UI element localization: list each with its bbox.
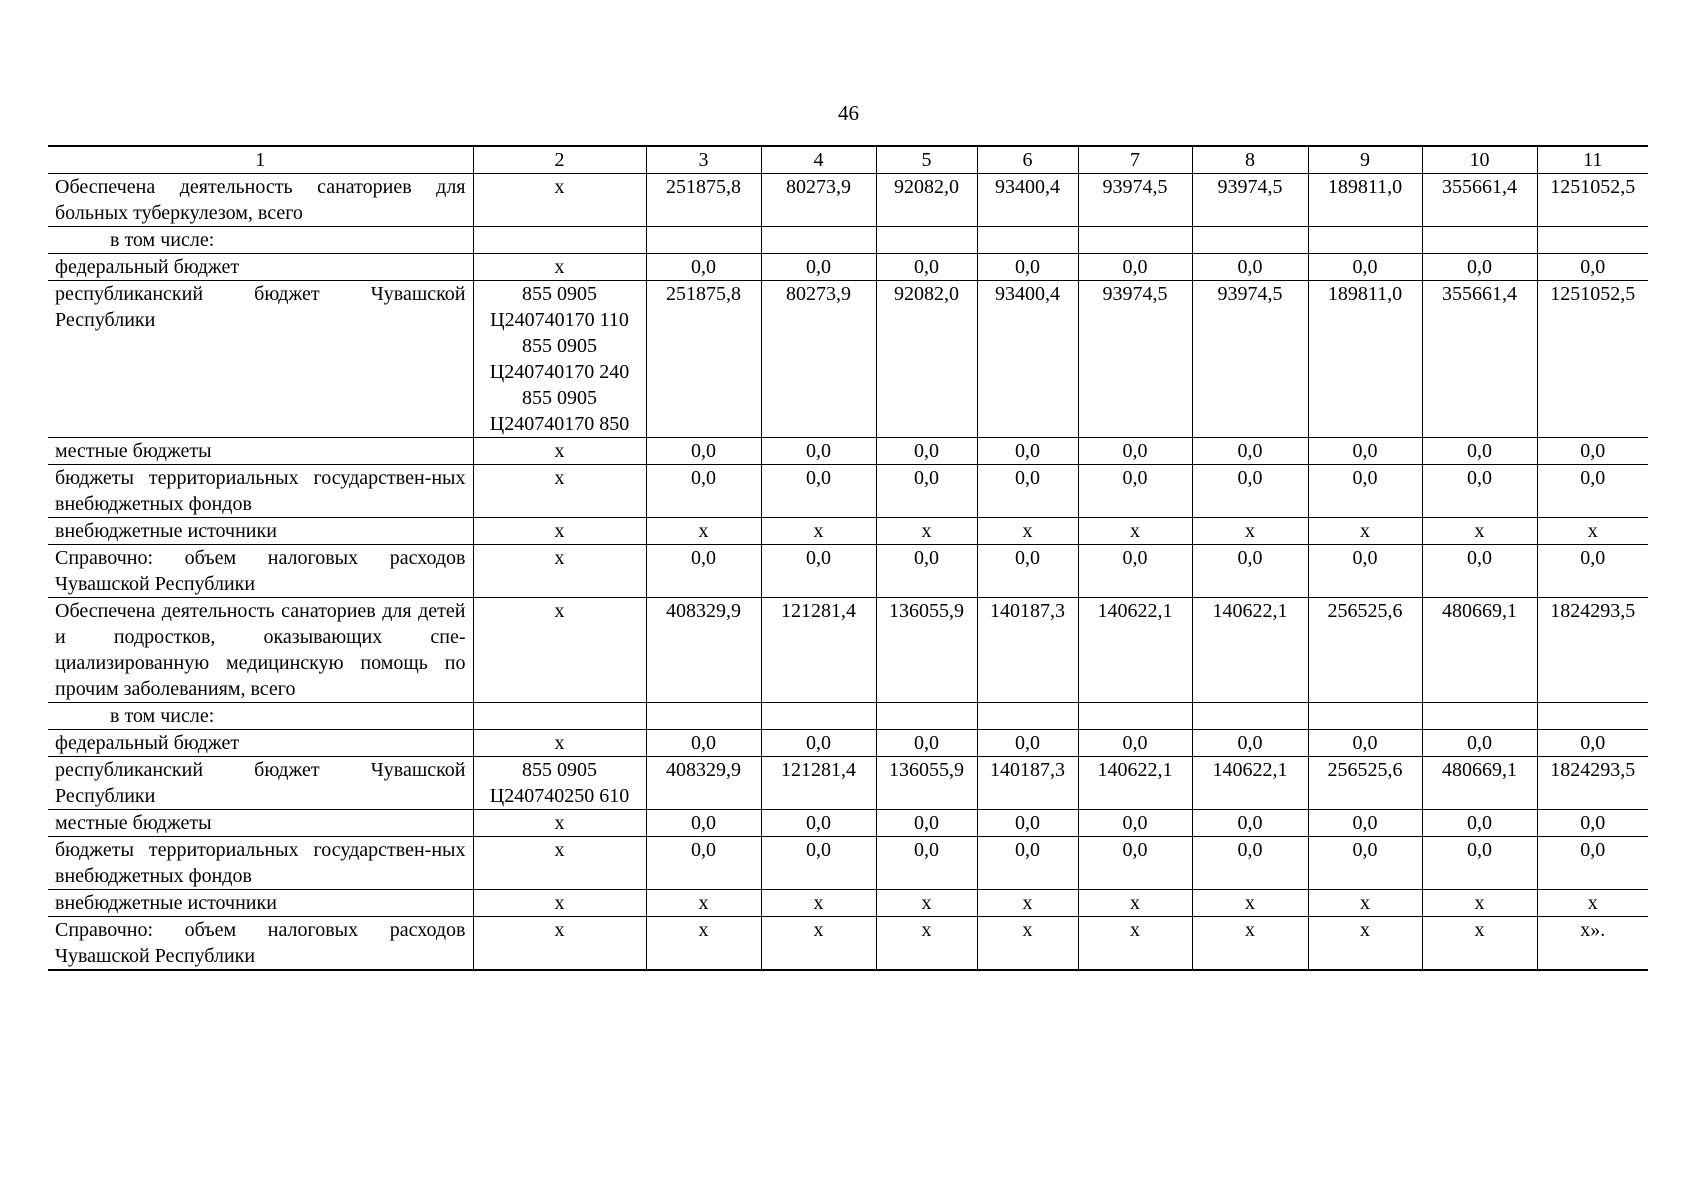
value-cell: 0,0: [1537, 837, 1648, 890]
value-cell: 0,0: [977, 730, 1078, 757]
value-cell: 0,0: [977, 254, 1078, 281]
row-label: в том числе:: [48, 703, 473, 730]
table-row: [48, 703, 1648, 730]
value-cell: 0,0: [761, 545, 876, 598]
budget-code-cell: х: [473, 438, 646, 465]
value-cell: 1824293,5: [1537, 598, 1648, 703]
value-cell: 121281,4: [761, 598, 876, 703]
value-cell: х: [1192, 917, 1308, 971]
value-cell: 0,0: [1192, 465, 1308, 518]
value-cell: 0,0: [761, 730, 876, 757]
value-cell: 480669,1: [1422, 598, 1537, 703]
column-header: 1: [48, 146, 473, 174]
value-cell: 408329,9: [646, 757, 761, 810]
value-cell: 0,0: [977, 438, 1078, 465]
column-header: 7: [1078, 146, 1192, 174]
value-cell: 80273,9: [761, 281, 876, 438]
value-cell: х: [646, 917, 761, 971]
value-cell: 0,0: [1422, 545, 1537, 598]
value-cell: 480669,1: [1422, 757, 1537, 810]
value-cell: 140622,1: [1192, 757, 1308, 810]
value-cell: х: [977, 917, 1078, 971]
value-cell: 0,0: [1192, 438, 1308, 465]
value-cell: [646, 227, 761, 254]
value-cell: 0,0: [646, 810, 761, 837]
value-cell: 0,0: [1192, 837, 1308, 890]
value-cell: х: [1308, 518, 1422, 545]
budget-code-cell: [473, 227, 646, 254]
value-cell: х: [977, 518, 1078, 545]
value-cell: 0,0: [646, 438, 761, 465]
value-cell: [876, 703, 977, 730]
table-row: [48, 837, 1648, 890]
table-row: [48, 545, 1648, 598]
value-cell: 92082,0: [876, 281, 977, 438]
row-label: внебюджетные источники: [48, 890, 473, 917]
row-label: Справочно: объем налоговых расходов Чувашской Республики: [48, 917, 473, 971]
value-cell: х: [761, 518, 876, 545]
budget-code-cell: х: [473, 174, 646, 227]
budget-code-cell: х: [473, 810, 646, 837]
table-row: [48, 810, 1648, 837]
value-cell: [761, 227, 876, 254]
value-cell: х: [1078, 518, 1192, 545]
value-cell: 0,0: [876, 465, 977, 518]
value-cell: х: [646, 890, 761, 917]
value-cell: х: [1422, 890, 1537, 917]
value-cell: х: [646, 518, 761, 545]
table-body: [48, 174, 1648, 971]
value-cell: 0,0: [1422, 730, 1537, 757]
value-cell: 0,0: [646, 730, 761, 757]
value-cell: 93974,5: [1078, 281, 1192, 438]
value-cell: 0,0: [876, 730, 977, 757]
row-label: республиканский бюджет Чувашской Республики: [48, 757, 473, 810]
value-cell: 0,0: [1192, 254, 1308, 281]
value-cell: [1078, 703, 1192, 730]
column-header: 4: [761, 146, 876, 174]
value-cell: 0,0: [1308, 545, 1422, 598]
table-row: [48, 254, 1648, 281]
value-cell: х: [761, 917, 876, 971]
value-cell: 0,0: [1308, 465, 1422, 518]
value-cell: 0,0: [1537, 730, 1648, 757]
value-cell: 0,0: [1308, 438, 1422, 465]
value-cell: 408329,9: [646, 598, 761, 703]
value-cell: 256525,6: [1308, 598, 1422, 703]
value-cell: [1537, 227, 1648, 254]
row-label: бюджеты территориальных государствен-ных внебюджетных фондов: [48, 837, 473, 890]
value-cell: 251875,8: [646, 174, 761, 227]
value-cell: 0,0: [977, 810, 1078, 837]
value-cell: х: [876, 890, 977, 917]
value-cell: 0,0: [977, 837, 1078, 890]
value-cell: 0,0: [761, 254, 876, 281]
value-cell: 0,0: [1537, 810, 1648, 837]
column-header: 8: [1192, 146, 1308, 174]
value-cell: 93974,5: [1192, 174, 1308, 227]
value-cell: х: [1308, 917, 1422, 971]
column-header: 2: [473, 146, 646, 174]
value-cell: [1192, 227, 1308, 254]
value-cell: 140187,3: [977, 757, 1078, 810]
budget-code-cell: х: [473, 518, 646, 545]
value-cell: 0,0: [1078, 545, 1192, 598]
table-row: [48, 518, 1648, 545]
value-cell: [977, 703, 1078, 730]
value-cell: 355661,4: [1422, 281, 1537, 438]
row-label: бюджеты территориальных государствен-ных внебюджетных фондов: [48, 465, 473, 518]
value-cell: [1308, 227, 1422, 254]
value-cell: 0,0: [1422, 438, 1537, 465]
value-cell: х: [1537, 518, 1648, 545]
row-label: республиканский бюджет Чувашской Республики: [48, 281, 473, 438]
value-cell: 93974,5: [1078, 174, 1192, 227]
value-cell: 0,0: [761, 465, 876, 518]
value-cell: 0,0: [876, 254, 977, 281]
value-cell: 140622,1: [1078, 757, 1192, 810]
budget-code-cell: 855 0905 Ц240740170 110 855 0905 Ц240740170 240 855 0905 Ц240740170 850: [473, 281, 646, 438]
table-row: [48, 598, 1648, 703]
value-cell: 251875,8: [646, 281, 761, 438]
value-cell: 0,0: [1422, 465, 1537, 518]
row-label: местные бюджеты: [48, 810, 473, 837]
value-cell: 0,0: [1078, 465, 1192, 518]
value-cell: 0,0: [1192, 545, 1308, 598]
table-row: [48, 890, 1648, 917]
value-cell: х: [977, 890, 1078, 917]
budget-code-cell: х: [473, 730, 646, 757]
value-cell: х: [1537, 890, 1648, 917]
column-number-row: [48, 146, 1648, 174]
value-cell: 189811,0: [1308, 281, 1422, 438]
value-cell: 0,0: [876, 545, 977, 598]
value-cell: 0,0: [876, 837, 977, 890]
value-cell: 0,0: [761, 837, 876, 890]
value-cell: [977, 227, 1078, 254]
row-label: в том числе:: [48, 227, 473, 254]
value-cell: 0,0: [646, 545, 761, 598]
column-header: 5: [876, 146, 977, 174]
value-cell: 0,0: [977, 545, 1078, 598]
table-row: [48, 465, 1648, 518]
table-row: [48, 281, 1648, 438]
value-cell: 0,0: [1422, 254, 1537, 281]
value-cell: 140622,1: [1192, 598, 1308, 703]
value-cell: 0,0: [1192, 730, 1308, 757]
table-row: [48, 438, 1648, 465]
row-label: Справочно: объем налоговых расходов Чувашской Республики: [48, 545, 473, 598]
value-cell: 136055,9: [876, 757, 977, 810]
value-cell: 0,0: [876, 810, 977, 837]
budget-code-cell: х: [473, 598, 646, 703]
value-cell: х».: [1537, 917, 1648, 971]
value-cell: 0,0: [977, 465, 1078, 518]
value-cell: 0,0: [646, 837, 761, 890]
row-label: Обеспечена деятельность санаториев для детей и подростков, оказывающих спе-циализированную медицинскую помощь по прочим заболеваниям, всего: [48, 598, 473, 703]
value-cell: [876, 227, 977, 254]
value-cell: 0,0: [1537, 438, 1648, 465]
value-cell: 0,0: [1308, 730, 1422, 757]
column-header: 6: [977, 146, 1078, 174]
value-cell: 0,0: [646, 465, 761, 518]
budget-code-cell: х: [473, 465, 646, 518]
value-cell: [761, 703, 876, 730]
value-cell: 0,0: [1422, 837, 1537, 890]
value-cell: х: [876, 518, 977, 545]
value-cell: х: [1422, 518, 1537, 545]
value-cell: 0,0: [1537, 545, 1648, 598]
value-cell: 140187,3: [977, 598, 1078, 703]
value-cell: х: [876, 917, 977, 971]
budget-code-cell: х: [473, 917, 646, 971]
value-cell: 256525,6: [1308, 757, 1422, 810]
value-cell: 121281,4: [761, 757, 876, 810]
value-cell: [1192, 703, 1308, 730]
value-cell: 1251052,5: [1537, 174, 1648, 227]
value-cell: 189811,0: [1308, 174, 1422, 227]
table-row: [48, 757, 1648, 810]
value-cell: [1308, 703, 1422, 730]
table-row: [48, 227, 1648, 254]
budget-code-cell: х: [473, 254, 646, 281]
value-cell: [1078, 227, 1192, 254]
value-cell: 0,0: [1537, 254, 1648, 281]
budget-table: [48, 145, 1648, 971]
value-cell: х: [1078, 917, 1192, 971]
column-header: 11: [1537, 146, 1648, 174]
column-header: 10: [1422, 146, 1537, 174]
value-cell: х: [1078, 890, 1192, 917]
value-cell: х: [1308, 890, 1422, 917]
column-header: 3: [646, 146, 761, 174]
value-cell: 93974,5: [1192, 281, 1308, 438]
value-cell: 355661,4: [1422, 174, 1537, 227]
value-cell: 0,0: [1078, 837, 1192, 890]
value-cell: 0,0: [761, 438, 876, 465]
value-cell: [1537, 703, 1648, 730]
value-cell: 140622,1: [1078, 598, 1192, 703]
value-cell: 93400,4: [977, 174, 1078, 227]
budget-code-cell: х: [473, 545, 646, 598]
value-cell: х: [1192, 890, 1308, 917]
table-row: [48, 174, 1648, 227]
budget-code-cell: х: [473, 837, 646, 890]
value-cell: 0,0: [1308, 254, 1422, 281]
value-cell: 0,0: [1192, 810, 1308, 837]
value-cell: [1422, 703, 1537, 730]
row-label: федеральный бюджет: [48, 730, 473, 757]
value-cell: 80273,9: [761, 174, 876, 227]
value-cell: 0,0: [1078, 254, 1192, 281]
page-number: 46: [838, 101, 859, 125]
value-cell: 0,0: [876, 438, 977, 465]
value-cell: 93400,4: [977, 281, 1078, 438]
value-cell: 0,0: [1308, 810, 1422, 837]
value-cell: 0,0: [1078, 730, 1192, 757]
row-label: федеральный бюджет: [48, 254, 473, 281]
value-cell: 0,0: [1078, 438, 1192, 465]
budget-code-cell: х: [473, 890, 646, 917]
budget-code-cell: 855 0905 Ц240740250 610: [473, 757, 646, 810]
value-cell: 0,0: [761, 810, 876, 837]
table-row: [48, 730, 1648, 757]
budget-code-cell: [473, 703, 646, 730]
row-label: местные бюджеты: [48, 438, 473, 465]
value-cell: 0,0: [646, 254, 761, 281]
value-cell: 92082,0: [876, 174, 977, 227]
value-cell: 1251052,5: [1537, 281, 1648, 438]
value-cell: [646, 703, 761, 730]
row-label: внебюджетные источники: [48, 518, 473, 545]
table-row: [48, 917, 1648, 971]
value-cell: [1422, 227, 1537, 254]
value-cell: 1824293,5: [1537, 757, 1648, 810]
value-cell: х: [761, 890, 876, 917]
value-cell: х: [1192, 518, 1308, 545]
value-cell: 136055,9: [876, 598, 977, 703]
value-cell: 0,0: [1078, 810, 1192, 837]
column-header: 9: [1308, 146, 1422, 174]
row-label: Обеспечена деятельность санаториев для больных туберкулезом, всего: [48, 174, 473, 227]
value-cell: х: [1422, 917, 1537, 971]
value-cell: 0,0: [1308, 837, 1422, 890]
value-cell: 0,0: [1537, 465, 1648, 518]
value-cell: 0,0: [1422, 810, 1537, 837]
